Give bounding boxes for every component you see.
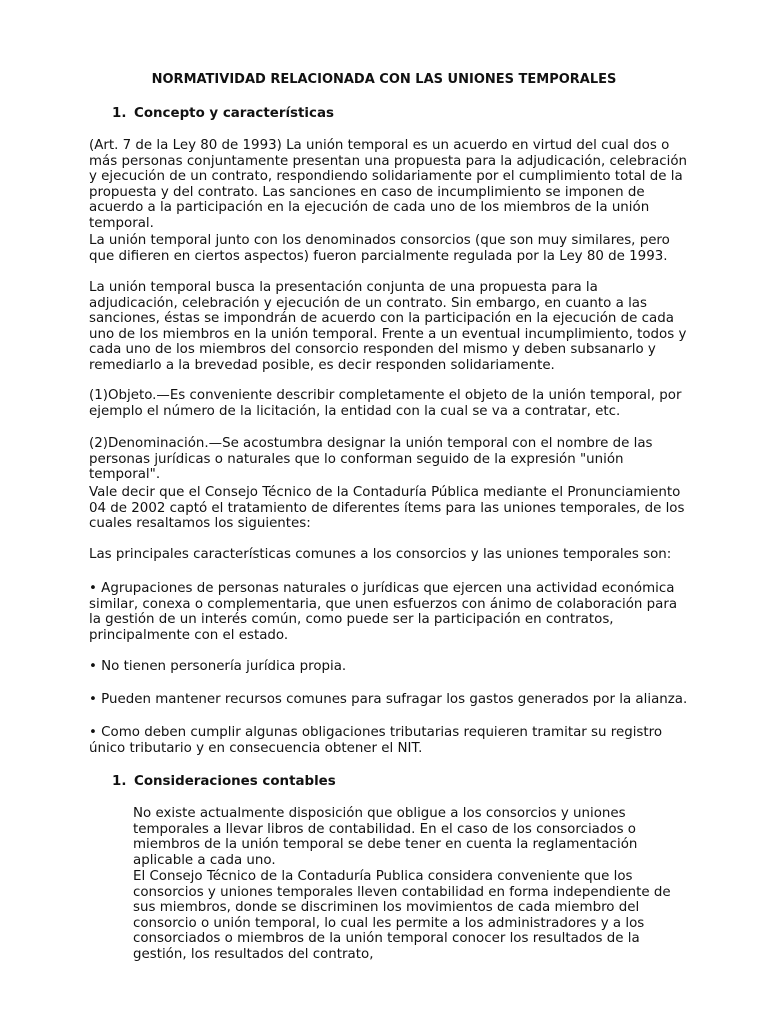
section-heading-consideraciones bbox=[112, 774, 336, 790]
document-title: NORMATIVIDAD RELACIONADA CON LAS UNIONES TEMPORALES bbox=[151, 72, 617, 87]
section-heading-concepto bbox=[112, 106, 334, 122]
bullet-recursos-comunes: • Pueden mantener recursos comunes para sufragar los gastos generados por la alianza. bbox=[89, 692, 688, 707]
paragraph-libros-contabilidad: No existe actualmente disposición que obligue a los consorcios y uniones temporales a llevar libros de contabilidad. En el caso de los consorciados o miembros de la unión temporal se debe tener en cuenta la reglamentación aplicable a cada uno. bbox=[133, 806, 638, 868]
paragraph-art7: (Art. 7 de la Ley 80 de 1993) La unión temporal es un acuerdo en virtud del cual dos o más personas conjuntamente presentan una propuesta para la adjudicación, celebración y ejecución de un contrato, respondiendo solidariamente por el cumplimiento total de la propuesta y del contrato. Las sanciones en caso de incumplimiento se imponen de acuerdo a la participación en la ejecución de cada uno de los miembros de la unión temporal. bbox=[89, 138, 687, 231]
section-number: 1. bbox=[112, 106, 127, 121]
paragraph-contabilidad-independiente: El Consejo Técnico de la Contaduría Publica considera conveniente que los consorcios y uniones temporales lleven contabilidad en forma independiente de sus miembros, donde se discriminen los movimientos de cada miembro del consorcio o unión temporal, lo cual les permite a los administradores y a los consorciados o miembros de la unión temporal conocer los resultados de la gestión, los resultados del contrato, bbox=[133, 869, 671, 962]
paragraph-denominacion: (2)Denominación.—Se acostumbra designar la unión temporal con el nombre de las personas jurídicas o naturales que lo conforman seguido de la expresión "unión temporal". bbox=[89, 436, 653, 482]
section-heading-text: Concepto y características bbox=[134, 106, 334, 121]
paragraph-objeto: (1)Objeto.—Es conveniente describir completamente el objeto de la unión temporal, por ejemplo el número de la licitación, la entidad con la cual se va a contratar, etc. bbox=[89, 388, 682, 419]
bullet-obligaciones-tributarias: • Como deben cumplir algunas obligaciones tributarias requieren tramitar su registro único tributario y en consecuencia obtener el NIT. bbox=[89, 725, 663, 756]
section-number: 1. bbox=[112, 774, 127, 789]
paragraph-caracteristicas-comunes: Las principales características comunes a los consorcios y las uniones temporales son: bbox=[89, 547, 672, 562]
paragraph-presentacion-conjunta: La unión temporal busca la presentación conjunta de una propuesta para la adjudicación, celebración y ejecución de un contrato. Sin embargo, en cuanto a las sanciones, éstas se impondrán de acuerdo con la participación en la ejecución de cada uno de los miembros en la unión temporal. Frente a un eventual incumplimiento, todos y cada uno de los miembros del consorcio responden del mismo y deben subsanarlo y remediarlo a la brevedad posible, es decir responden solidariamente. bbox=[89, 280, 687, 373]
section-heading-text: Consideraciones contables bbox=[134, 774, 336, 789]
paragraph-consejo-tecnico: Vale decir que el Consejo Técnico de la Contaduría Pública mediante el Pronunciamiento 04 de 2002 captó el tratamiento de diferentes ítems para las uniones temporales, de los cuales resaltamos los siguientes: bbox=[89, 485, 685, 531]
bullet-personeria: • No tienen personería jurídica propia. bbox=[89, 659, 347, 674]
paragraph-consorcios: La unión temporal junto con los denominados consorcios (que son muy similares, pero que difieren en ciertos aspectos) fueron parcialmente regulada por la Ley 80 de 1993. bbox=[89, 233, 670, 264]
bullet-agrupaciones: • Agrupaciones de personas naturales o jurídicas que ejercen una actividad económica similar, conexa o complementaria, que unen esfuerzos con ánimo de colaboración para la gestión de un interés común, como puede ser la participación en contratos, principalmente con el estado. bbox=[89, 581, 678, 643]
